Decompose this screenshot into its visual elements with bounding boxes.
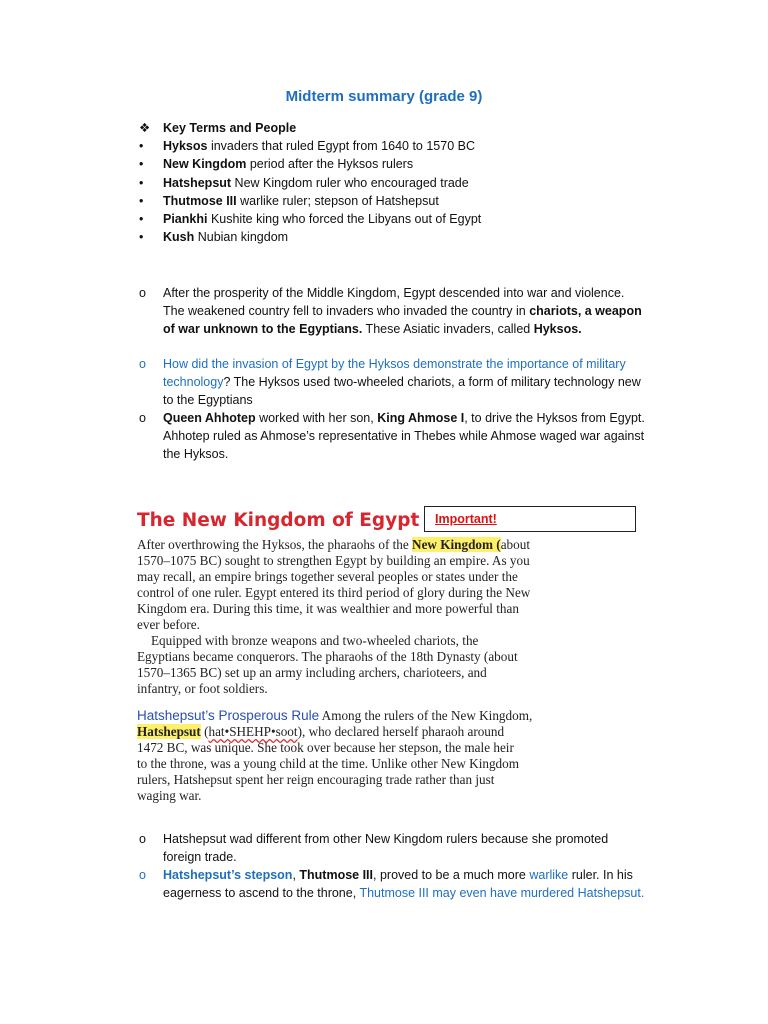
- term: Hyksos: [163, 139, 208, 154]
- definition: New Kingdom ruler who encouraged trade: [231, 175, 469, 190]
- diamond-bullet-icon: ❖: [139, 121, 151, 135]
- note-text: ? The Hyksos used two-wheeled chariots, a form of military technology new to the Egyptians: [163, 375, 641, 407]
- circle-bullet-icon: o: [139, 357, 146, 371]
- text-line: Egyptians became conquerors. The pharaohs of the 18th Dynasty (about: [137, 649, 518, 664]
- text-line: rulers, Hatshepsut spent her reign encouraging trade rather than just: [137, 772, 495, 787]
- textbook-paragraph: [137, 633, 567, 697]
- highlighted-term: New Kingdom (: [412, 537, 501, 552]
- note-text: These Asiatic invaders, called: [362, 322, 534, 336]
- note-text: ruler. In his eagerness to ascend to the throne,: [163, 868, 633, 900]
- term: Thutmose III: [163, 193, 237, 208]
- highlighted-term: Hatshepsut: [137, 724, 201, 739]
- bullet-icon: •: [139, 230, 144, 245]
- term: Kush: [163, 230, 195, 245]
- key-terms-header: [139, 119, 481, 137]
- text-line: ever before.: [137, 617, 200, 632]
- note-paragraph: [139, 355, 649, 409]
- note-text: Hatshepsut wad different from other New Kingdom rulers because she promoted foreign trade.: [163, 832, 609, 864]
- definition: Nubian kingdom: [194, 230, 289, 245]
- definition: warlike ruler; stepson of Hatshepsut: [236, 193, 439, 208]
- circle-bullet-icon: o: [139, 832, 146, 846]
- key-terms-list: [139, 119, 481, 246]
- bullet-icon: •: [139, 139, 144, 154]
- list-item: [139, 137, 481, 155]
- text-line: 1570–1365 BC) set up an army including archers, charioteers, and: [137, 665, 487, 680]
- note-bold: chariots, a weapon of war unknown to the Egyptians.: [163, 304, 642, 336]
- note-paragraph: [139, 409, 649, 463]
- term: Piankhi: [163, 211, 208, 226]
- note-blue: Thutmose III may even have murdered Hatshepsut.: [359, 886, 645, 900]
- note-paragraph: [139, 284, 649, 338]
- pronunciation: hat•SHEHP•soot: [208, 724, 298, 739]
- note-text: ,: [292, 868, 300, 882]
- term: Hatshepsut: [163, 175, 232, 190]
- textbook-paragraph: [137, 708, 567, 804]
- text-line: infantry, or foot soldiers.: [137, 681, 268, 696]
- important-label: Important!: [435, 512, 497, 526]
- important-box: [424, 506, 636, 532]
- circle-bullet-icon: o: [139, 411, 146, 425]
- list-item: [139, 155, 481, 173]
- list-item: [139, 192, 481, 210]
- subheading: Hatshepsut’s Prosperous Rule: [137, 708, 320, 723]
- text-line: about: [500, 537, 531, 552]
- note-bold: Thutmose III: [299, 868, 374, 882]
- text-line: control of one ruler. Egypt entered its third period of glory during the New: [137, 585, 531, 600]
- list-item: [139, 174, 481, 192]
- text-line: 1570–1075 BC) sought to strengthen Egypt by building an empire. As you: [137, 553, 530, 568]
- definition: period after the Hyksos rulers: [246, 157, 414, 172]
- page-title: Midterm summary (grade 9): [285, 88, 483, 105]
- note-paragraph: [139, 866, 649, 902]
- text-line: Among the rulers of the New Kingdom,: [319, 708, 533, 723]
- bullet-icon: •: [139, 157, 144, 172]
- circle-bullet-icon: o: [139, 286, 146, 300]
- text-line: After overthrowing the Hyksos, the pharaohs of the: [137, 537, 413, 552]
- bullet-icon: •: [139, 175, 144, 190]
- list-item: [139, 228, 481, 246]
- note-bold: Queen Ahhotep: [163, 411, 256, 425]
- bullet-icon: •: [139, 193, 144, 208]
- text-line: waging war.: [137, 788, 202, 803]
- bullet-icon: •: [139, 211, 144, 226]
- note-text: worked with her son,: [255, 411, 378, 425]
- note-text: After the prosperity of the Middle Kingdom, Egypt descended into war and violence. The weakened country fell to invaders who invaded the country in: [163, 286, 625, 318]
- key-terms-heading: Key Terms and People: [163, 121, 297, 135]
- text-line: Kingdom era. During this time, it was wealthier and more powerful than: [137, 601, 519, 616]
- text-line: Equipped with bronze weapons and two-wheeled chariots, the: [151, 633, 479, 648]
- note-bold-blue: Hatshepsut’s stepson: [163, 868, 293, 882]
- note-blue: warlike: [529, 868, 569, 882]
- definition: invaders that ruled Egypt from 1640 to 1570 BC: [207, 139, 476, 154]
- textbook-paragraph: [137, 537, 567, 633]
- text-line: ), who declared herself pharaoh around: [297, 724, 505, 739]
- note-paragraph: [139, 830, 649, 866]
- definition: Kushite king who forced the Libyans out of Egypt: [207, 211, 482, 226]
- note-bold: Hyksos.: [533, 322, 582, 336]
- note-bold: King Ahmose I: [377, 411, 465, 425]
- list-item: [139, 210, 481, 228]
- text-line: to the throne, was a young child at the time. Unlike other New Kingdom: [137, 756, 519, 771]
- note-text: , to drive the Hyksos from Egypt. Ahhotep ruled as Ahmose’s representative in Thebes while Ahmose waged war against the Hyksos.: [163, 411, 645, 461]
- circle-bullet-icon: o: [139, 868, 146, 882]
- text-line: may recall, an empire brings together several peoples or states under the: [137, 569, 518, 584]
- term: New Kingdom: [163, 157, 247, 172]
- text-line: 1472 BC, was unique. She took over because her stepson, the male heir: [137, 740, 514, 755]
- note-text: , proved to be a much more: [373, 868, 530, 882]
- note-question: How did the invasion of Egypt by the Hyksos demonstrate the importance of military technology: [163, 357, 626, 389]
- text-line: (: [200, 724, 209, 739]
- section-heading: The New Kingdom of Egypt: [137, 510, 420, 531]
